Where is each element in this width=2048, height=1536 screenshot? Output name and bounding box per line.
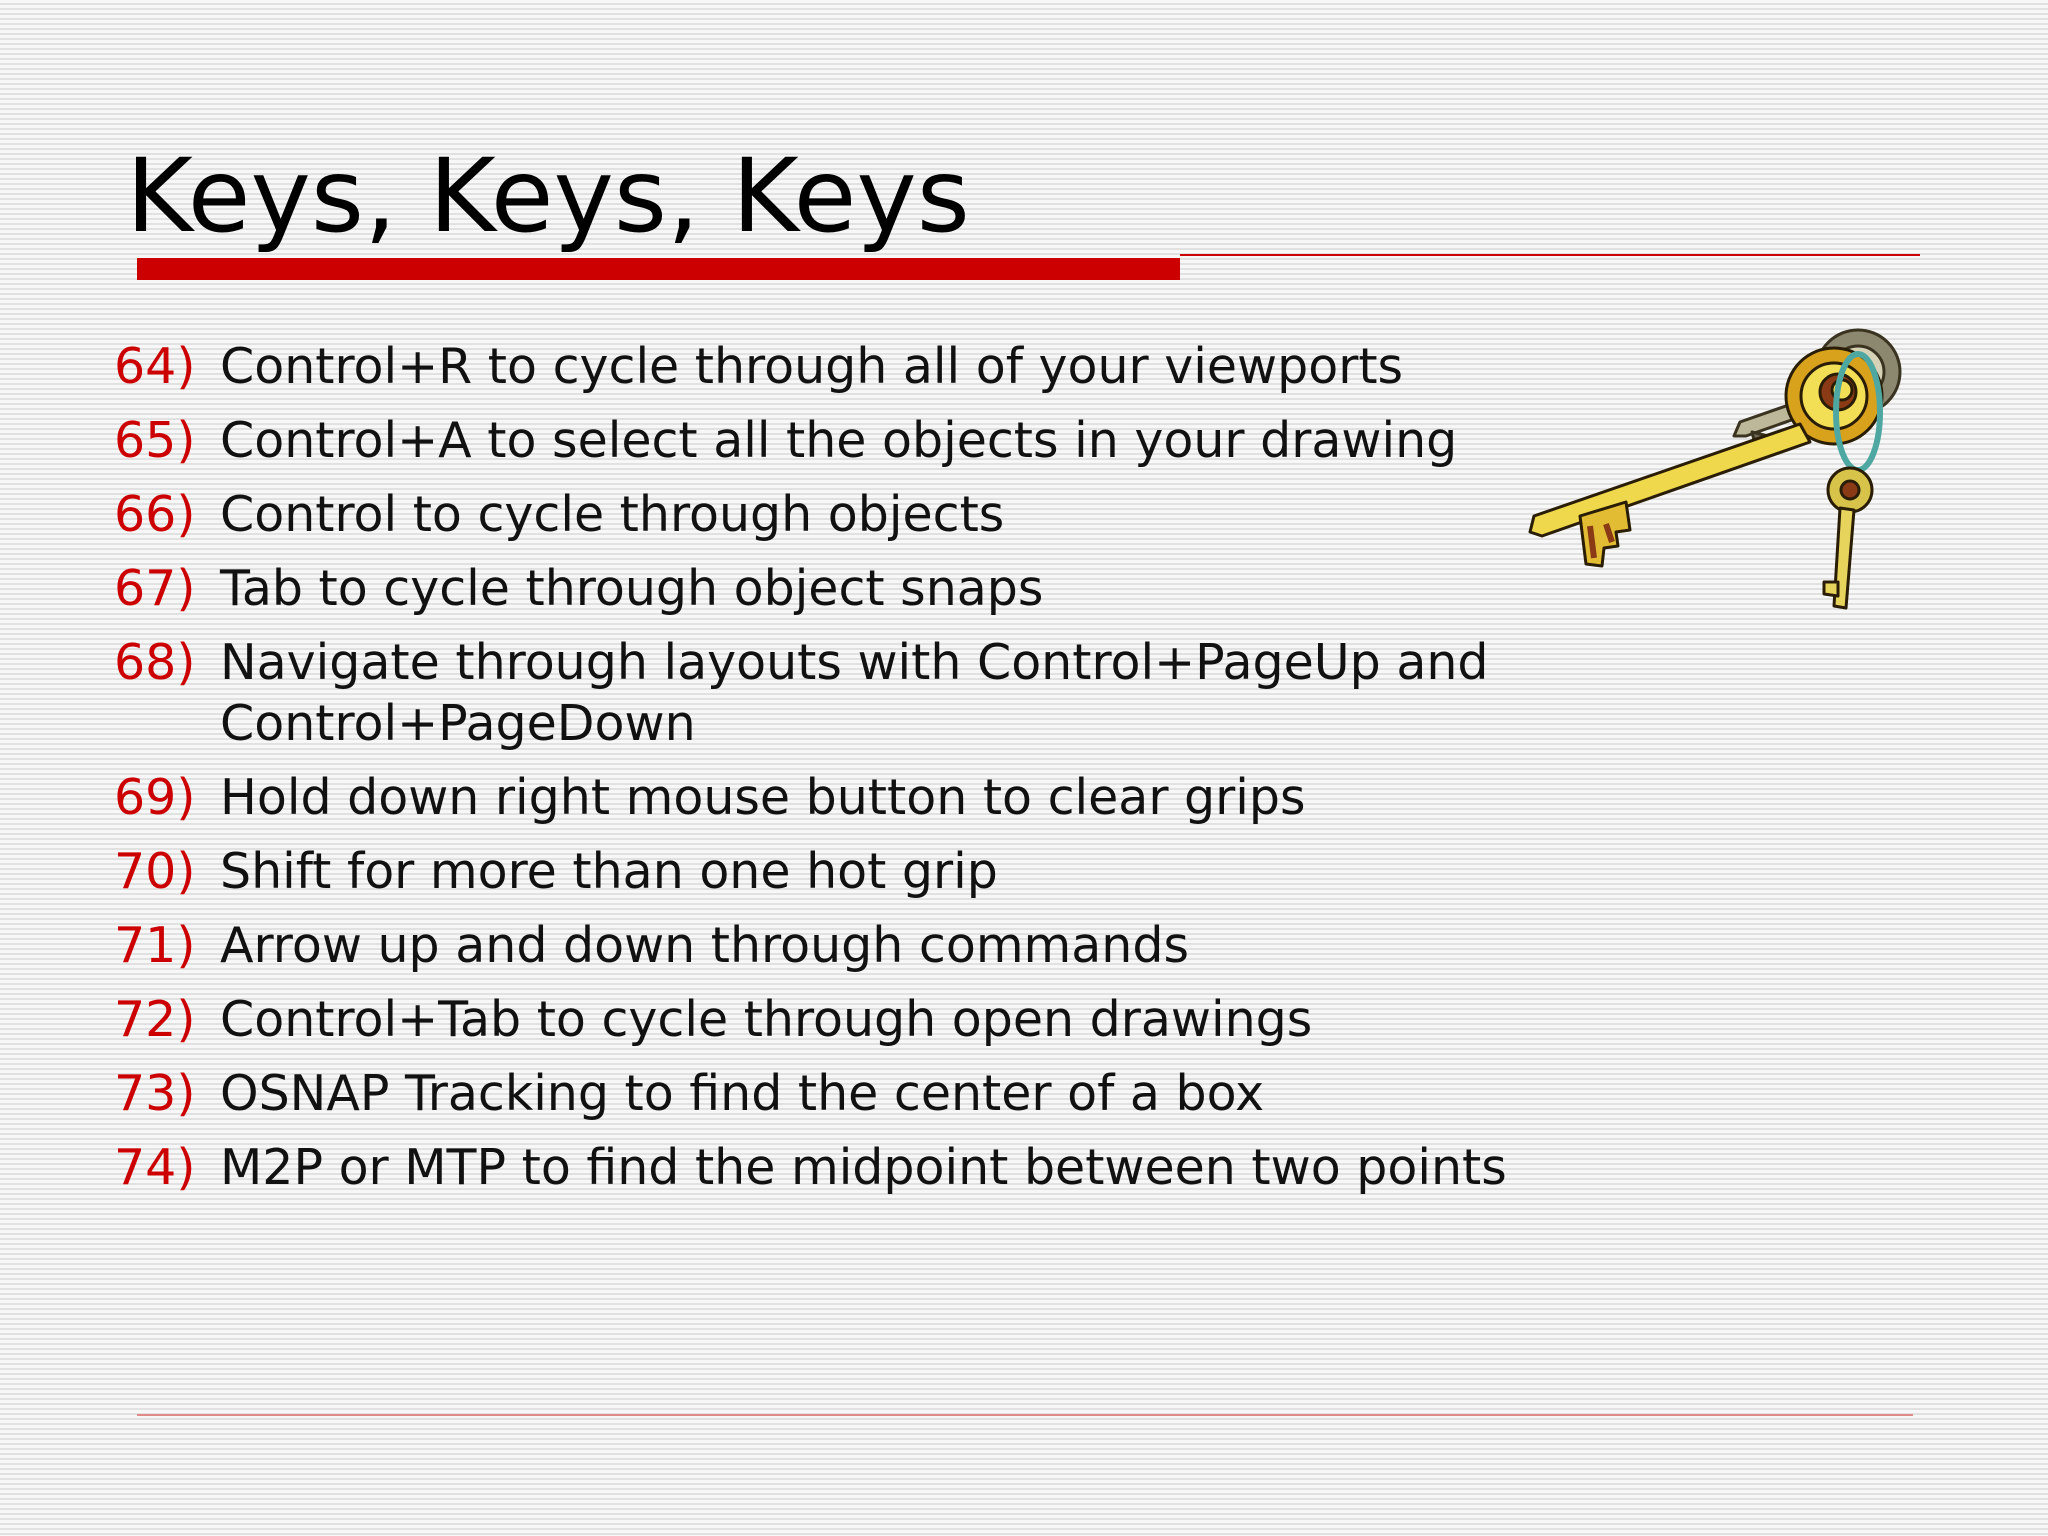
list-item-number: 66): [114, 486, 196, 543]
list-item: [114, 767, 1634, 828]
title-underline-thick: [137, 258, 1180, 280]
tip-list: [114, 336, 1634, 1211]
list-item-number: 67): [114, 560, 196, 617]
list-item: [114, 989, 1634, 1050]
list-item-text: M2P or MTP to find the midpoint between two points: [220, 1139, 1507, 1196]
list-item: [114, 1137, 1634, 1198]
footer-divider: [137, 1414, 1913, 1416]
list-item: [114, 841, 1634, 902]
list-item: [114, 484, 1634, 545]
list-item: [114, 558, 1634, 619]
list-item: [114, 1063, 1634, 1124]
list-item-text: Shift for more than one hot grip: [220, 843, 998, 900]
list-item: [114, 632, 1634, 754]
list-item-number: 64): [114, 338, 196, 395]
list-item-text: Control+R to cycle through all of your viewports: [220, 338, 1404, 395]
list-item-number: 70): [114, 843, 196, 900]
list-item-text: OSNAP Tracking to find the center of a box: [220, 1065, 1265, 1122]
list-item-number: 65): [114, 412, 196, 469]
list-item-text: Control+A to select all the objects in your drawing: [220, 412, 1458, 469]
list-item-text: Tab to cycle through object snaps: [220, 560, 1044, 617]
list-item-text: Arrow up and down through commands: [220, 917, 1189, 974]
list-item-number: 74): [114, 1139, 196, 1196]
list-item-text: Control+Tab to cycle through open drawings: [220, 991, 1313, 1048]
list-item: [114, 410, 1634, 471]
list-item-number: 72): [114, 991, 196, 1048]
slide-title: Keys, Keys, Keys: [126, 137, 970, 256]
list-item-number: 71): [114, 917, 196, 974]
small-key: [1824, 468, 1872, 608]
list-item-number: 68): [114, 634, 196, 691]
title-underline-thin: [1180, 254, 1920, 256]
list-item: [114, 336, 1634, 397]
list-item: [114, 915, 1634, 976]
list-item-number: 69): [114, 769, 196, 826]
list-item-text: Hold down right mouse button to clear grips: [220, 769, 1306, 826]
list-item-text: Navigate through layouts with Control+PageUp and Control+PageDown: [220, 634, 1489, 752]
list-item-number: 73): [114, 1065, 196, 1122]
list-item-text: Control to cycle through objects: [220, 486, 1005, 543]
